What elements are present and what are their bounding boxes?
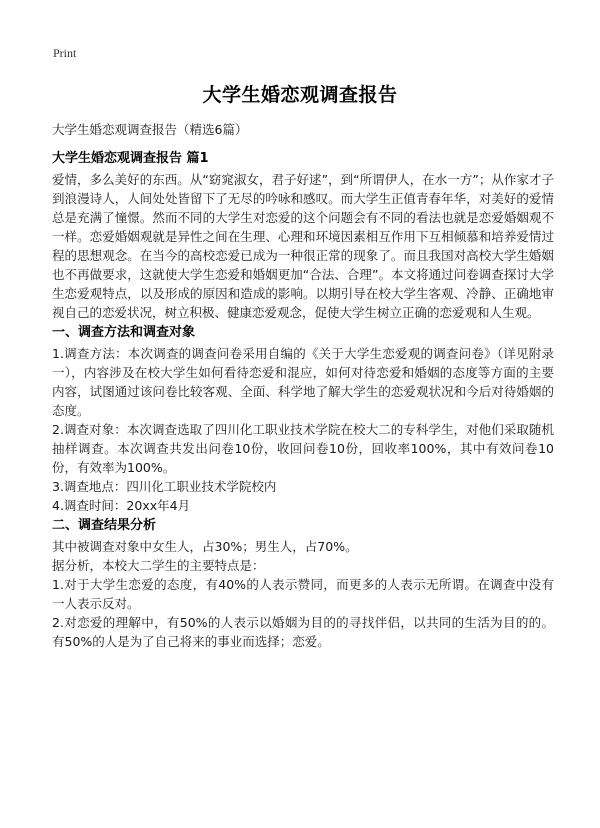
document-subtitle: 大学生婚恋观调查报告（精选6篇） xyxy=(52,122,248,137)
location-item: 3.调查地点：四川化工职业技术学院校内 xyxy=(52,479,277,494)
intro-paragraph: 爱情，多么美好的东西。从“窈窕淑女，君子好逑”，到“所谓伊人，在水一方”；从作家才子到浪漫诗人，人间处处皆留下了无尽的吟咏和感叹。而大学生正值青春年华，对美好的爱情总是充满了憧憬。然而不同的大学生对恋爱的这个问题会有不同的看法也就是恋爱婚姻观不一样。恋爱婚姻观就是异性之间在生理、心理和环境因素相互作用下互相倾慕和培养爱情过程的思想观念。在当今的高校恋爱已成为一种很正常的现象了。而且我国对高校大学生婚姻也不再做要求，这就使大学生恋爱和婚姻更加“合法、合理”。本文将通过问卷调查探讨大学生恋爱观特点，以及形成的原因和造成的影响。以期引导在校大学生客观、冷静、正确地审视自己的恋爱状况，树立积极、健康恋爱观念，促使大学生树立正确的恋爱观和人生观。 xyxy=(52,172,554,320)
section-heading-results: 二、调查结果分析 xyxy=(52,518,157,533)
result-paragraph: 其中被调查对象中女生人，占30%；男生人，占70%。 xyxy=(52,539,358,554)
result-paragraph: 1.对于大学生恋爱的态度，有40%的人表示赞同，而更多的人表示无所谓。在调查中没有一人表示反对。 xyxy=(52,577,554,611)
result-paragraph: 2.对恋爱的理解中，有50%的人表示以婚姻为目的的寻找伴侣，以共同的生活为目的的。有50%的人是为了自己将来的事业而选择；恋爱。 xyxy=(52,615,554,649)
page-title: 大学生婚恋观调查报告 xyxy=(202,84,398,106)
result-paragraph: 据分析，本校大二学生的主要特点是： xyxy=(52,558,265,573)
section-heading-methods: 一、调查方法和调查对象 xyxy=(52,325,196,340)
print-link[interactable]: Print xyxy=(53,46,77,60)
time-item: 4.调查时间：20xx年4月 xyxy=(52,498,191,513)
method-item: 1.调查方法：本次调查的调查问卷采用自编的《关于大学生恋爱观的调查问卷》（详见附录一），内容涉及在校大学生如何看待恋爱和混应，如何对待恋爱和婚姻的态度等方面的主要内容，试图通过该问卷比较客观、全面、科学地了解大学生的恋爱观状况和今后对待婚姻的态度。 xyxy=(52,346,554,418)
document-body xyxy=(52,148,554,651)
article-heading: 大学生婚恋观调查报告 篇1 xyxy=(52,151,209,166)
subject-item: 2.调查对象：本次调查选取了四川化工职业技术学院在校大二的专科学生，对他们采取随机抽样调查。本次调查共发出问卷10份，收回问卷10份，回收率100%，其中有效问卷10份，有效率为100%。 xyxy=(52,422,554,475)
